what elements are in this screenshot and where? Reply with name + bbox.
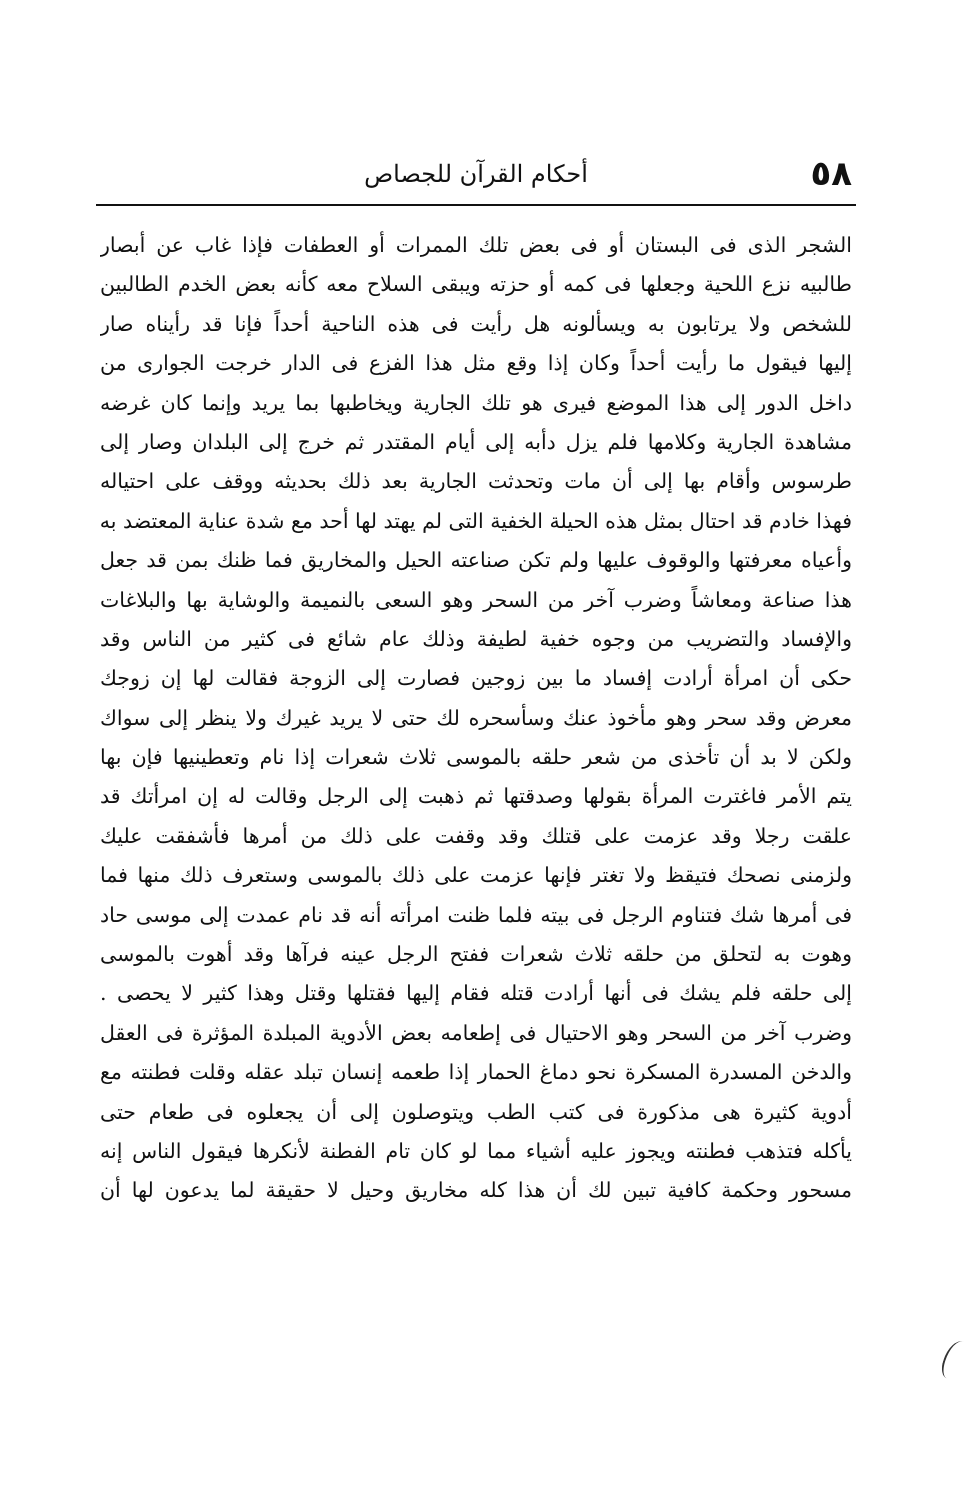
text-line: ولزمنى نصحك فتيقظ ولا تغتر فإنها عزمت على ذلك بالموسى وستعرف ذلك منها فما bbox=[100, 863, 852, 888]
text-line: طرسوس وأقام بها إلى أن مات وتحدثت الجارية بعد ذلك بحديثه ووقف على احتياله bbox=[100, 469, 852, 494]
text-line: ولكن لا بد أن تأخذى من شعر حلقه بالموسى ثلاث شعرات إذا نام وتعطينيها فإن بها bbox=[100, 745, 852, 770]
text-line: فهذا خادم قد احتال بمثل هذه الحيلة الخفية التى لم يهتد لها أحد مع شدة عناية المعتضد به bbox=[100, 508, 852, 533]
body-text bbox=[100, 226, 852, 1211]
text-line: وضرب آخر من السحر وهو الاحتيال فى إطعامه بعض الأدوية المبلدة المؤثرة فى العقل bbox=[100, 1020, 852, 1045]
text-line: فى أمرها شك فتناوم الرجل فى بيته فلما ظنت امرأته أنه قد نام عمدت إلى موسى حاد bbox=[100, 902, 852, 927]
text-line: يأكله فتذهب فطنته ويجوز عليه أشياء مما لو كان تام الفطنة لأنكرها فيقول الناس إنه bbox=[100, 1138, 852, 1163]
page-number: ٥٨ bbox=[810, 154, 852, 194]
text-line: مسحور وحكمة كافية تبين لك أن هذا كله مخاريق وحيل لا حقيقة لما يدعون لها أن bbox=[100, 1178, 852, 1203]
text-line: داخل الدور إلى هذا الموضع فيرى هو تلك الجارية ويخاطبها بما يريد وإنما كان غرضه bbox=[100, 390, 852, 415]
text-line: يتم الأمر فاغترت المرأة بقولها وصدقتها ثم ذهبت إلى الرجل وقالت له إن امرأتك قد bbox=[100, 784, 852, 809]
text-line: إليها فيقول ما رأيت أحداً وكان إذا وقع مثل هذا الفزع فى الدار خرجت الجوارى من bbox=[100, 351, 852, 376]
text-line: أدوية كثيرة هى مذكورة فى كتب الطب ويتوصلون إلى أن يجعلوه فى طعام حتى bbox=[100, 1099, 852, 1124]
text-line: مشاهدة الجارية وكلامها فلم يزل دأبه إلى أيام المقتدر ثم خرج إلى البلدان وصار إلى bbox=[100, 429, 852, 454]
header-rule bbox=[96, 204, 856, 206]
text-line: للشخص ولا يرتابون به ويسألونه هل رأيت فى هذه الناحية أحداً فإنا قد رأيناه صار bbox=[100, 311, 852, 336]
text-line: الشجر الذى فى البستان أو فى بعض تلك الممرات أو العطفات فإذا غاب عن أبصار bbox=[100, 233, 852, 257]
page-header bbox=[100, 152, 852, 196]
text-line: إلى حلقه فلم يشك فى أنها أرادت قتله فقام إليها فقتلها وقتل وهذا كثير لا يحصى . bbox=[100, 981, 852, 1006]
text-line: حكى أن امرأة أرادت إفساد ما بين زوجين فصارت إلى الزوجة فقالت لها إن زوجك bbox=[100, 666, 852, 691]
text-line: والإفساد والتضريب من وجوه خفية لطيفة وذلك عام شائع فى كثير من الناس وقد bbox=[100, 626, 852, 651]
text-line: والدخن المسدرة المسكرة نحو دماغ الحمار إذا طعمه إنسان تبلد عقله وقلت فطنته مع bbox=[100, 1060, 852, 1085]
text-line: طالبيه نزع اللحية وجعلها فى كمه أو حزته ويبقى السلاح معه كأنه بعض الخدم الطالبين bbox=[100, 272, 852, 297]
margin-pen-mark bbox=[938, 1338, 971, 1383]
text-line: علقت رجلا وقد عزمت على قتلك وقد وقفت على ذلك من أمرها فأشفقت عليك bbox=[100, 823, 852, 848]
text-line: هذا صناعة ومعاشاً وضرب آخر من السحر وهو السعى بالنميمة والوشاية بها والبلاغات bbox=[100, 587, 852, 612]
text-line: وهوت به لتحلق من حلقه ثلاث شعرات ففتح الرجل عينه فرآها وقد أهوت بالموسى bbox=[100, 942, 852, 967]
text-line: معرض وقد سحر وهو مأخوذ عنك وسأسحره لك حتى لا يريد غيرك ولا ينظر إلى سواك bbox=[100, 705, 852, 730]
text-line: وأعياه معرفتها والوقوف عليها ولم تكن صناعته الحيل والمخاريق فما ظنك بمن قد جعل bbox=[100, 548, 852, 573]
running-title: أحكام القرآن للجصاص bbox=[364, 160, 588, 188]
